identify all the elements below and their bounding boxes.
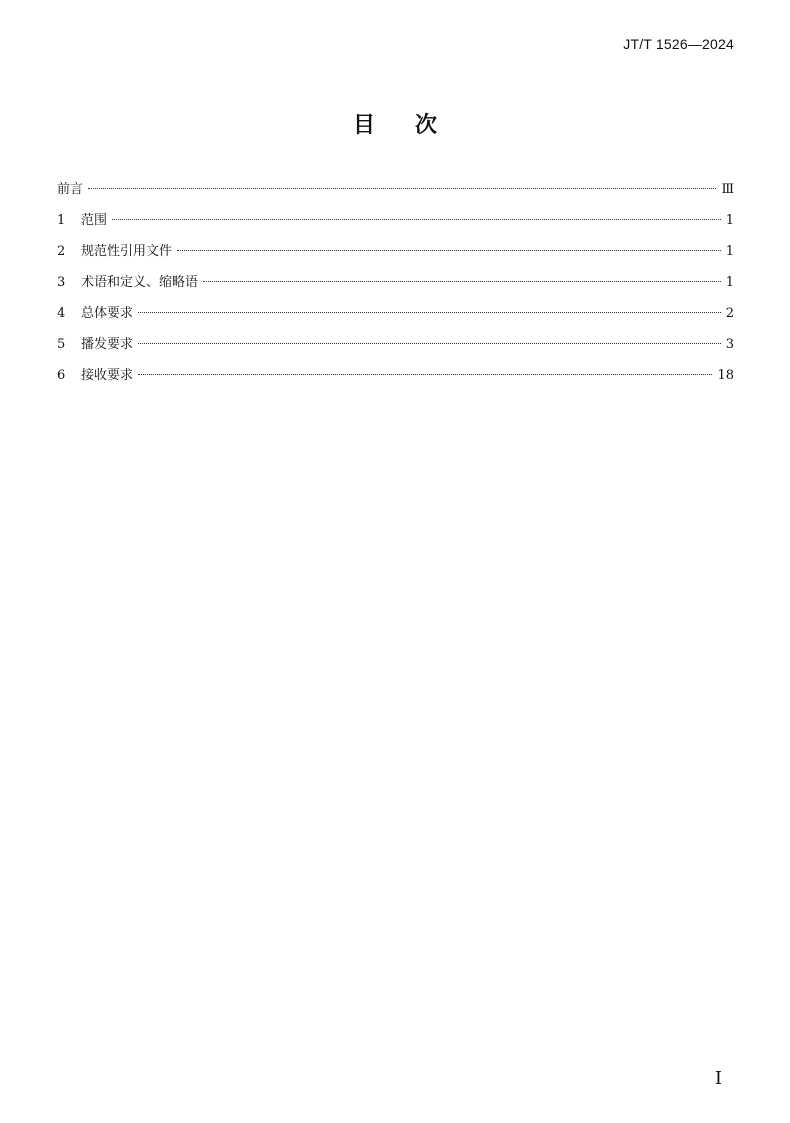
- toc-entry-page: 18: [717, 368, 734, 383]
- toc-entry-number: 2: [57, 244, 66, 259]
- toc-entry-label: 总体要求: [81, 306, 134, 321]
- toc-entry-label: 规范性引用文件: [81, 244, 173, 259]
- toc-entry-page: 1: [725, 244, 734, 259]
- table-of-contents: [57, 180, 734, 397]
- toc-leader-dots: [203, 281, 721, 282]
- toc-entry-page: 3: [725, 337, 734, 352]
- toc-entry-page: 1: [725, 275, 734, 290]
- toc-entry-number: 1: [57, 213, 66, 228]
- toc-entry-scope[interactable]: [57, 211, 734, 231]
- toc-entry-page: 1: [725, 213, 734, 228]
- document-code: JT/T 1526—2024: [623, 36, 734, 52]
- toc-leader-dots: [112, 219, 721, 220]
- toc-leader-dots: [138, 374, 712, 375]
- toc-entry-number: 6: [57, 368, 66, 383]
- toc-entry-number: 5: [57, 337, 66, 352]
- toc-title-part2: 次: [415, 113, 438, 138]
- toc-entry-number: 3: [57, 275, 66, 290]
- toc-entry-label: 术语和定义、缩略语: [81, 275, 199, 290]
- toc-title-part1: 目: [352, 113, 375, 138]
- toc-entry-general-requirements[interactable]: [57, 304, 734, 324]
- toc-leader-dots: [138, 343, 721, 344]
- toc-entry-page: Ⅲ: [721, 182, 734, 197]
- toc-entry-normative-references[interactable]: [57, 242, 734, 262]
- toc-entry-number: 4: [57, 306, 66, 321]
- toc-leader-dots: [88, 188, 716, 189]
- toc-entry-reception-requirements[interactable]: [57, 366, 734, 386]
- toc-entry-label: 前言: [57, 182, 84, 197]
- toc-entry-terms-definitions[interactable]: [57, 273, 734, 293]
- toc-entry-broadcast-requirements[interactable]: [57, 335, 734, 355]
- toc-entry-page: 2: [725, 306, 734, 321]
- toc-title: [0, 108, 790, 139]
- page-number: I: [714, 1068, 722, 1089]
- toc-entry-label: 播发要求: [81, 337, 134, 352]
- toc-entry-foreword[interactable]: [57, 180, 734, 200]
- toc-entry-label: 范围: [81, 213, 108, 228]
- toc-leader-dots: [138, 312, 721, 313]
- toc-leader-dots: [177, 250, 721, 251]
- toc-entry-label: 接收要求: [81, 368, 134, 383]
